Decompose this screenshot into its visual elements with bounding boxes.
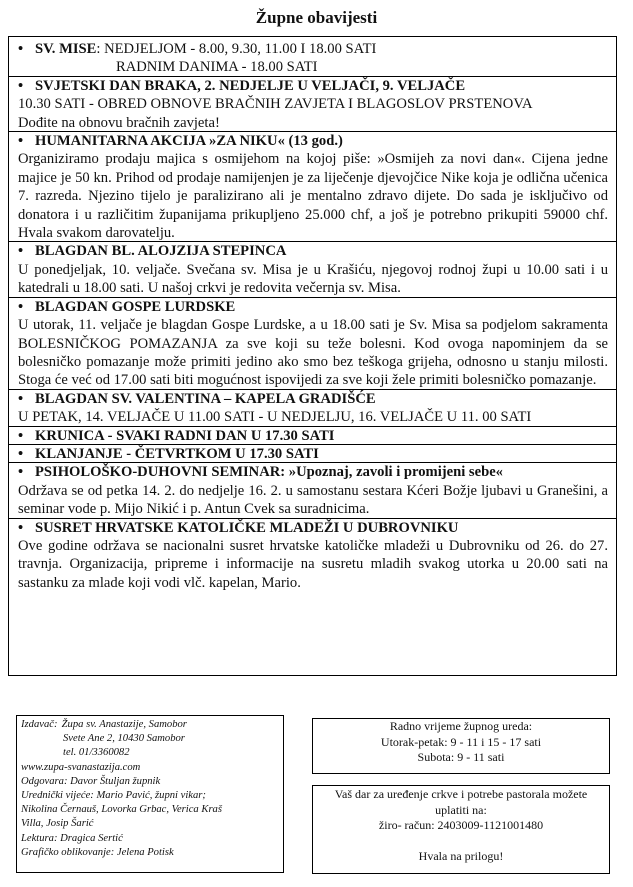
- separator: [9, 462, 616, 463]
- notice-mass: [18, 40, 608, 58]
- bullet: •: [18, 390, 24, 407]
- separator: [9, 444, 616, 445]
- publisher-phone: tel. 01/3360082: [63, 747, 130, 759]
- seminar-heading: PSIHOLOŠKO-DUHOVNI SEMINAR: »Upoznaj, zavoli i promijeni sebe«: [35, 464, 503, 481]
- page-title: Župne obavijesti: [255, 8, 378, 27]
- notices-box: [8, 36, 617, 676]
- imprint-box: [16, 715, 284, 873]
- bullet: •: [18, 445, 24, 462]
- proofreading: Lektura: Dragica Sertić: [21, 832, 123, 844]
- notice-seminar-heading: [18, 463, 608, 481]
- separator: [9, 389, 616, 390]
- donation-line-1: Vaš dar za uređenje crkve i potrebe pastorala možete: [334, 787, 588, 801]
- bullet: •: [18, 519, 24, 536]
- valentine-heading: BLAGDAN SV. VALENTINA – KAPELA GRADIŠĆE: [35, 390, 376, 407]
- adoration-heading: KLANJANJE - ČETVRTKOM U 17.30 SATI: [35, 445, 319, 462]
- bullet: •: [18, 464, 24, 481]
- lourdes-text: U utorak, 11. veljače je blagdan Gospe Lurdske, a u 18.00 sati je Sv. Misa sa podjelom sakramenta BOLESNIČKOG POMAZANJA za sve koji su teže bolesni. Kod ovoga napominjem da se bolesničko pomazanje može primiti jedino ako smo bez teškoga grijeha, odnosno u stanju milosti. Stoga će već od 17.00 sati biti mogućnost ispovijedi za sve koji žele primiti bolesničko pomazanje.: [18, 317, 608, 389]
- separator: [9, 426, 616, 427]
- bullet: •: [18, 77, 24, 94]
- charity-text: Organiziramo prodaju majica s osmijehom na kojoj piše: »Osmijeh za novi dan«. Cijena jedne majice je 50 kn. Prihod od prodaje namijenjen je za liječenje djevojčice Nike koja je odlična učenica 7. razreda. Njezino tijelo je paralizirano ali je mentalno zdravo dijete. Do sada je isključivo od donatora i u različitim županijama prikupljeno 25.000 chf, a još je potrebno prikupiti 59000 chf. Hvala svakom darovatelju.: [18, 151, 608, 242]
- mass-line-2: RADNIM DANIMA - 18.00 SATI: [116, 59, 318, 76]
- notice-marriage-heading: [18, 77, 608, 95]
- notice-youth-heading: [18, 519, 608, 537]
- design-credit: Grafičko oblikovanje: Jelena Potisk: [21, 846, 174, 858]
- bullet: •: [18, 41, 24, 57]
- separator: [9, 76, 616, 77]
- publisher-line-1: [21, 718, 279, 732]
- stepinac-text: U ponedjeljak, 10. veljače. Svečana sv. Misa je u Krašiću, njegovoj rodnoj župi u 10.00 sati i u katedrali u 18.00 sati. U našoj crkvi je redovita večernja sv. Misa.: [18, 261, 608, 297]
- publisher-name: Župa sv. Anastazije, Samobor: [61, 719, 187, 730]
- bullet: •: [18, 427, 24, 444]
- mass-label: SV. MISE: [35, 41, 97, 57]
- separator: [9, 297, 616, 298]
- notice-lourdes-heading: [18, 298, 608, 316]
- charity-heading: HUMANITARNA AKCIJA »ZA NIKU« (13 god.): [35, 133, 343, 150]
- notice-charity-heading: [18, 132, 608, 150]
- notice-stepinac-heading: [18, 242, 608, 260]
- council-line-1: Urednički vijeće: Mario Pavić, župni vikar;: [21, 790, 206, 802]
- responsible: Odgovara: Davor Štuljan župnik: [21, 775, 161, 787]
- valentine-line: U PETAK, 14. VELJAČE U 11.00 SATI - U NEDJELJU, 16. VELJAČE U 11. 00 SATI: [18, 409, 532, 426]
- donation-line-2: uplatiti na:: [435, 802, 487, 817]
- donation-account: žiro- račun: 2403009-1121001480: [378, 818, 544, 832]
- website: www.zupa-svanastazija.com: [21, 761, 141, 773]
- separator: [9, 131, 616, 132]
- seminar-text: Održava se od petka 14. 2. do nedjelje 16. 2. u samostanu sestara Kćeri Božje ljubavi u Granešini, a seminar vode p. Mijo Nikić i p. Antun Cvek sa suradnicima.: [18, 482, 608, 518]
- notice-adoration: [18, 445, 608, 463]
- publisher-address: Svete Ane 2, 10430 Samobor: [63, 733, 185, 745]
- council-line-3: Villa, Josip Šarić: [21, 818, 94, 830]
- bullet: •: [18, 133, 24, 150]
- office-hours-box: [312, 718, 610, 774]
- marriage-heading: SVJETSKI DAN BRAKA, 2. NEDJELJE U VELJAČI, 9. VELJAČE: [35, 77, 466, 94]
- office-hours-weekdays: Utorak-petak: 9 - 11 i 15 - 17 sati: [380, 734, 542, 749]
- youth-text: Ove godine održava se nacionalni susret hrvatske katoličke mladeži u Dubrovniku od 26. do 27. travnja. Organizacija, pripreme i informacije na susretu mladih svakog utorka u 20.00 sati na sastanku za mlade koji vodi vlč. kapelan, Mario.: [18, 537, 608, 591]
- youth-heading: SUSRET HRVATSKE KATOLIČKE MLADEŽI U DUBROVNIKU: [35, 519, 459, 536]
- office-hours-title: Radno vrijeme župnog ureda:: [389, 719, 533, 733]
- notice-rosary: [18, 427, 608, 445]
- separator: [9, 518, 616, 519]
- notice-valentine-heading: [18, 390, 608, 408]
- publisher-label: Izdavač:: [21, 719, 58, 730]
- bullet: •: [18, 298, 24, 315]
- separator: [9, 241, 616, 242]
- rosary-heading: KRUNICA - SVAKI RADNI DAN U 17.30 SATI: [35, 427, 335, 444]
- marriage-line-2: Dođite na obnovu bračnih zavjeta!: [18, 114, 220, 131]
- marriage-line-1: 10.30 SATI - OBRED OBNOVE BRAČNIH ZAVJETA I BLAGOSLOV PRSTENOVA: [18, 96, 533, 113]
- donation-spacer: [313, 834, 609, 850]
- donation-box: [312, 785, 610, 874]
- donation-thanks: Hvala na prilogu!: [418, 849, 504, 863]
- office-hours-saturday: Subota: 9 - 11 sati: [417, 750, 505, 764]
- stepinac-heading: BLAGDAN BL. ALOJZIJA STEPINCA: [35, 243, 287, 260]
- council-line-2: Nikolina Černauš, Lovorka Grbac, Verica Kraš: [21, 804, 222, 816]
- bullet: •: [18, 243, 24, 260]
- mass-line-1: : NEDJELJOM - 8.00, 9.30, 11.00 I 18.00 SATI: [96, 41, 377, 57]
- lourdes-heading: BLAGDAN GOSPE LURDSKE: [35, 298, 236, 315]
